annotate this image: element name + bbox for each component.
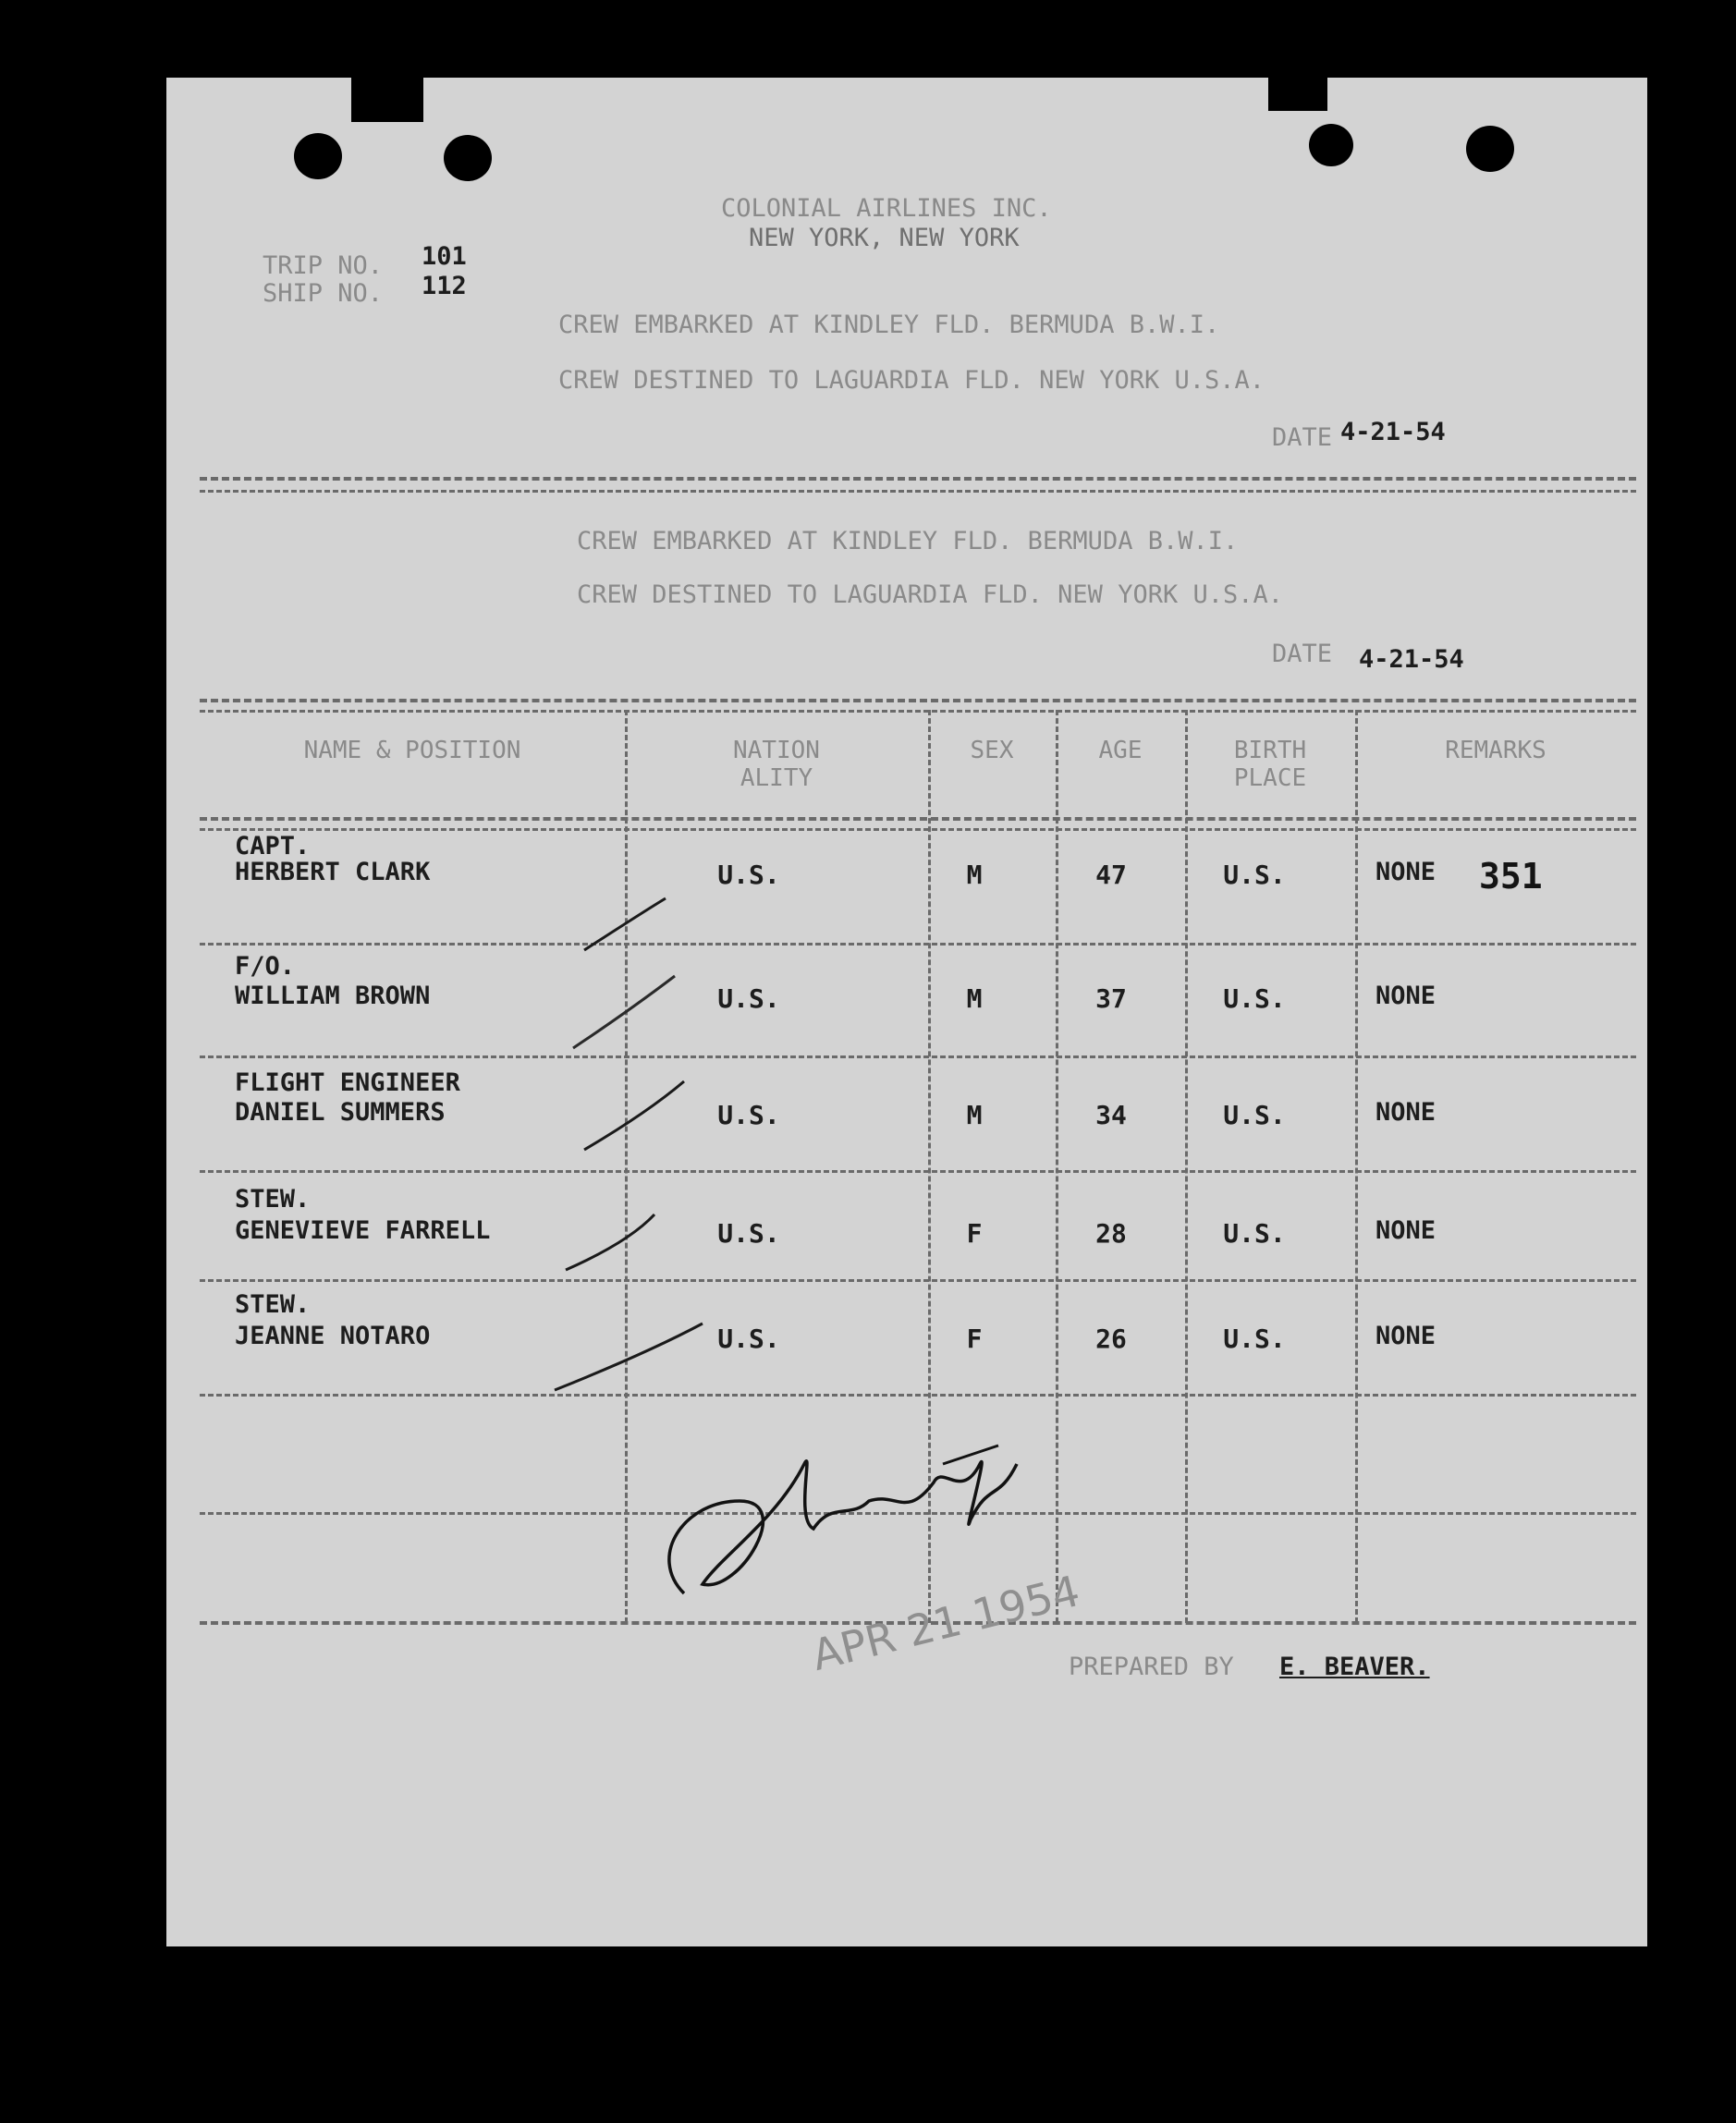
destined-line-2: CREW DESTINED TO LAGUARDIA FLD. NEW YORK U.S.A. <box>577 580 1284 609</box>
signature <box>943 1446 998 1464</box>
col-header-sex: SEX <box>970 737 1014 764</box>
crew-position: CAPT. <box>235 832 311 860</box>
crew-birthplace: U.S. <box>1223 983 1286 1014</box>
crew-sex: M <box>966 860 983 890</box>
col-header-nationality: NATION ALITY <box>733 737 820 792</box>
col-header-remarks: REMARKS <box>1445 737 1547 764</box>
crew-nationality: U.S. <box>717 860 780 890</box>
crew-birthplace: U.S. <box>1223 1218 1286 1249</box>
handwritten-number: 351 <box>1479 856 1543 897</box>
check-mark <box>555 1324 703 1390</box>
company-city: NEW YORK, NEW YORK <box>749 224 1020 252</box>
date-value-1: 4-21-54 <box>1340 418 1446 446</box>
date-label-2: DATE <box>1272 640 1333 668</box>
ship-label: SHIP NO. <box>263 279 384 308</box>
crew-position: F/O. <box>235 952 296 981</box>
crew-position: STEW. <box>235 1290 311 1319</box>
signature <box>669 1461 1017 1593</box>
crew-age: 26 <box>1095 1324 1127 1354</box>
check-mark <box>566 1214 654 1270</box>
document-page <box>166 78 1647 1946</box>
col-header-name: NAME & POSITION <box>303 737 521 764</box>
crew-position: STEW. <box>235 1185 311 1214</box>
crew-remarks: NONE <box>1375 1216 1436 1245</box>
col-header-age: AGE <box>1098 737 1143 764</box>
crew-remarks: NONE <box>1375 982 1436 1010</box>
crew-nationality: U.S. <box>717 1218 780 1249</box>
crew-age: 47 <box>1095 860 1127 890</box>
crew-sex: F <box>966 1218 983 1249</box>
prepared-by-name: E. BEAVER. <box>1279 1653 1430 1681</box>
crew-name: WILLIAM BROWN <box>235 982 431 1010</box>
company-name: COLONIAL AIRLINES INC. <box>721 194 1052 223</box>
embarked-line-1: CREW EMBARKED AT KINDLEY FLD. BERMUDA B.W.I. <box>558 311 1220 339</box>
crew-remarks: NONE <box>1375 1322 1436 1350</box>
crew-name: GENEVIEVE FARRELL <box>235 1216 491 1245</box>
trip-label: TRIP NO. <box>263 251 384 280</box>
col-header-birthplace: BIRTH PLACE <box>1233 737 1307 792</box>
crew-remarks: NONE <box>1375 1098 1436 1127</box>
date-label-1: DATE <box>1272 423 1333 452</box>
crew-sex: M <box>966 983 983 1014</box>
embarked-line-2: CREW EMBARKED AT KINDLEY FLD. BERMUDA B.W.I. <box>577 527 1239 555</box>
check-mark <box>584 898 666 950</box>
date-stamp: APR 21 1954 <box>806 1565 1085 1680</box>
crew-birthplace: U.S. <box>1223 1100 1286 1130</box>
crew-age: 34 <box>1095 1100 1127 1130</box>
crew-birthplace: U.S. <box>1223 860 1286 890</box>
crew-remarks: NONE <box>1375 858 1436 886</box>
crew-name: DANIEL SUMMERS <box>235 1098 446 1127</box>
check-mark <box>573 976 675 1048</box>
crew-nationality: U.S. <box>717 1100 780 1130</box>
crew-nationality: U.S. <box>717 983 780 1014</box>
crew-name: HERBERT CLARK <box>235 858 431 886</box>
crew-name: JEANNE NOTARO <box>235 1322 431 1350</box>
ship-number: 112 <box>422 272 467 300</box>
trip-number: 101 <box>422 242 467 271</box>
crew-sex: M <box>966 1100 983 1130</box>
crew-sex: F <box>966 1324 983 1354</box>
check-mark <box>584 1081 684 1150</box>
crew-birthplace: U.S. <box>1223 1324 1286 1354</box>
crew-age: 37 <box>1095 983 1127 1014</box>
prepared-by-label: PREPARED BY <box>1069 1653 1234 1681</box>
crew-nationality: U.S. <box>717 1324 780 1354</box>
date-value-2: 4-21-54 <box>1359 645 1464 674</box>
crew-position: FLIGHT ENGINEER <box>235 1068 460 1097</box>
destined-line-1: CREW DESTINED TO LAGUARDIA FLD. NEW YORK U.S.A. <box>558 366 1265 395</box>
crew-age: 28 <box>1095 1218 1127 1249</box>
